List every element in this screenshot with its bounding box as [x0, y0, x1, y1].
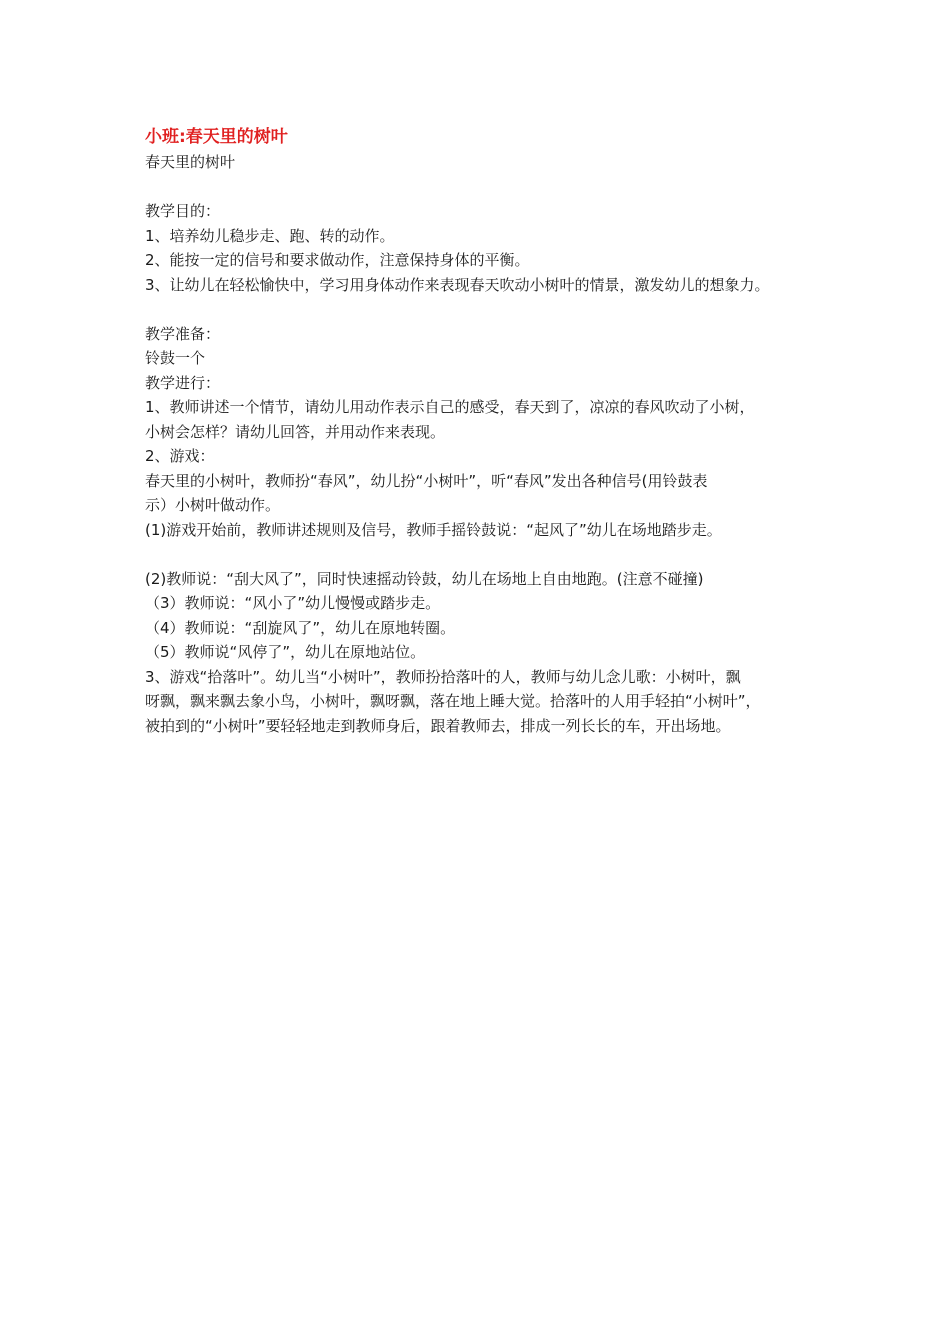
process-heading: 教学进行： — [145, 373, 221, 392]
document-title: 小班:春天里的树叶 — [145, 127, 288, 147]
sub-step-4: （4）教师说：“刮旋风了”，幼儿在原地转圈。 — [145, 618, 456, 637]
document-subtitle: 春天里的树叶 — [145, 153, 236, 171]
step1-line-1: 1、教师讲述一个情节，请幼儿用动作表示自己的感受，春天到了，凉凉的春风吹动了小树， — [145, 398, 755, 416]
step3-line-3: 被拍到的“小树叶”要轻轻地走到教师身后，跟着教师去，排成一列长长的车，开出场地。 — [145, 716, 731, 735]
step3-line-1: 3、游戏“拾落叶”。幼儿当“小树叶”，教师扮拾落叶的人，教师与幼儿念儿歌：小树叶，飘 — [145, 667, 741, 686]
step2-intro-line-2: 示）小树叶做动作。 — [145, 496, 281, 514]
step3-line-2: 呀飘，飘来飘去象小鸟，小树叶，飘呀飘，落在地上睡大觉。拾落叶的人用手轻拍“小树叶”， — [145, 692, 761, 710]
sub-step-5: （5）教师说“风停了”，幼儿在原地站位。 — [145, 643, 426, 661]
prep-item: 铃鼓一个 — [145, 349, 206, 367]
goal-item-2: 2、能按一定的信号和要求做动作，注意保持身体的平衡。 — [145, 251, 530, 269]
sub-step-2: (2)教师说：“刮大风了”，同时快速摇动铃鼓，幼儿在场地上自由地跑。(注意不碰撞) — [145, 569, 704, 588]
goal-item-3: 3、让幼儿在轻松愉快中，学习用身体动作来表现春天吹动小树叶的情景，激发幼儿的想象力。 — [145, 275, 770, 294]
goals-heading: 教学目的： — [145, 202, 221, 220]
sub-step-1: (1)游戏开始前，教师讲述规则及信号，教师手摇铃鼓说：“起风了”幼儿在场地踏步走。 — [145, 520, 722, 539]
goal-item-1: 1、培养幼儿稳步走、跑、转的动作。 — [145, 226, 395, 245]
prep-heading: 教学准备： — [145, 324, 221, 343]
step2-intro-line-1: 春天里的小树叶，教师扮“春风”，幼儿扮“小树叶”，听“春风”发出各种信号(用铃鼓表 — [145, 471, 708, 490]
step2-heading: 2、游戏： — [145, 447, 215, 465]
document-body — [145, 124, 825, 738]
spacer — [145, 297, 825, 322]
spacer — [145, 175, 825, 200]
spacer — [145, 542, 825, 567]
sub-step-3: （3）教师说：“风小了”幼儿慢慢或踏步走。 — [145, 594, 441, 612]
step1-line-2: 小树会怎样？请幼儿回答，并用动作来表现。 — [145, 422, 446, 441]
